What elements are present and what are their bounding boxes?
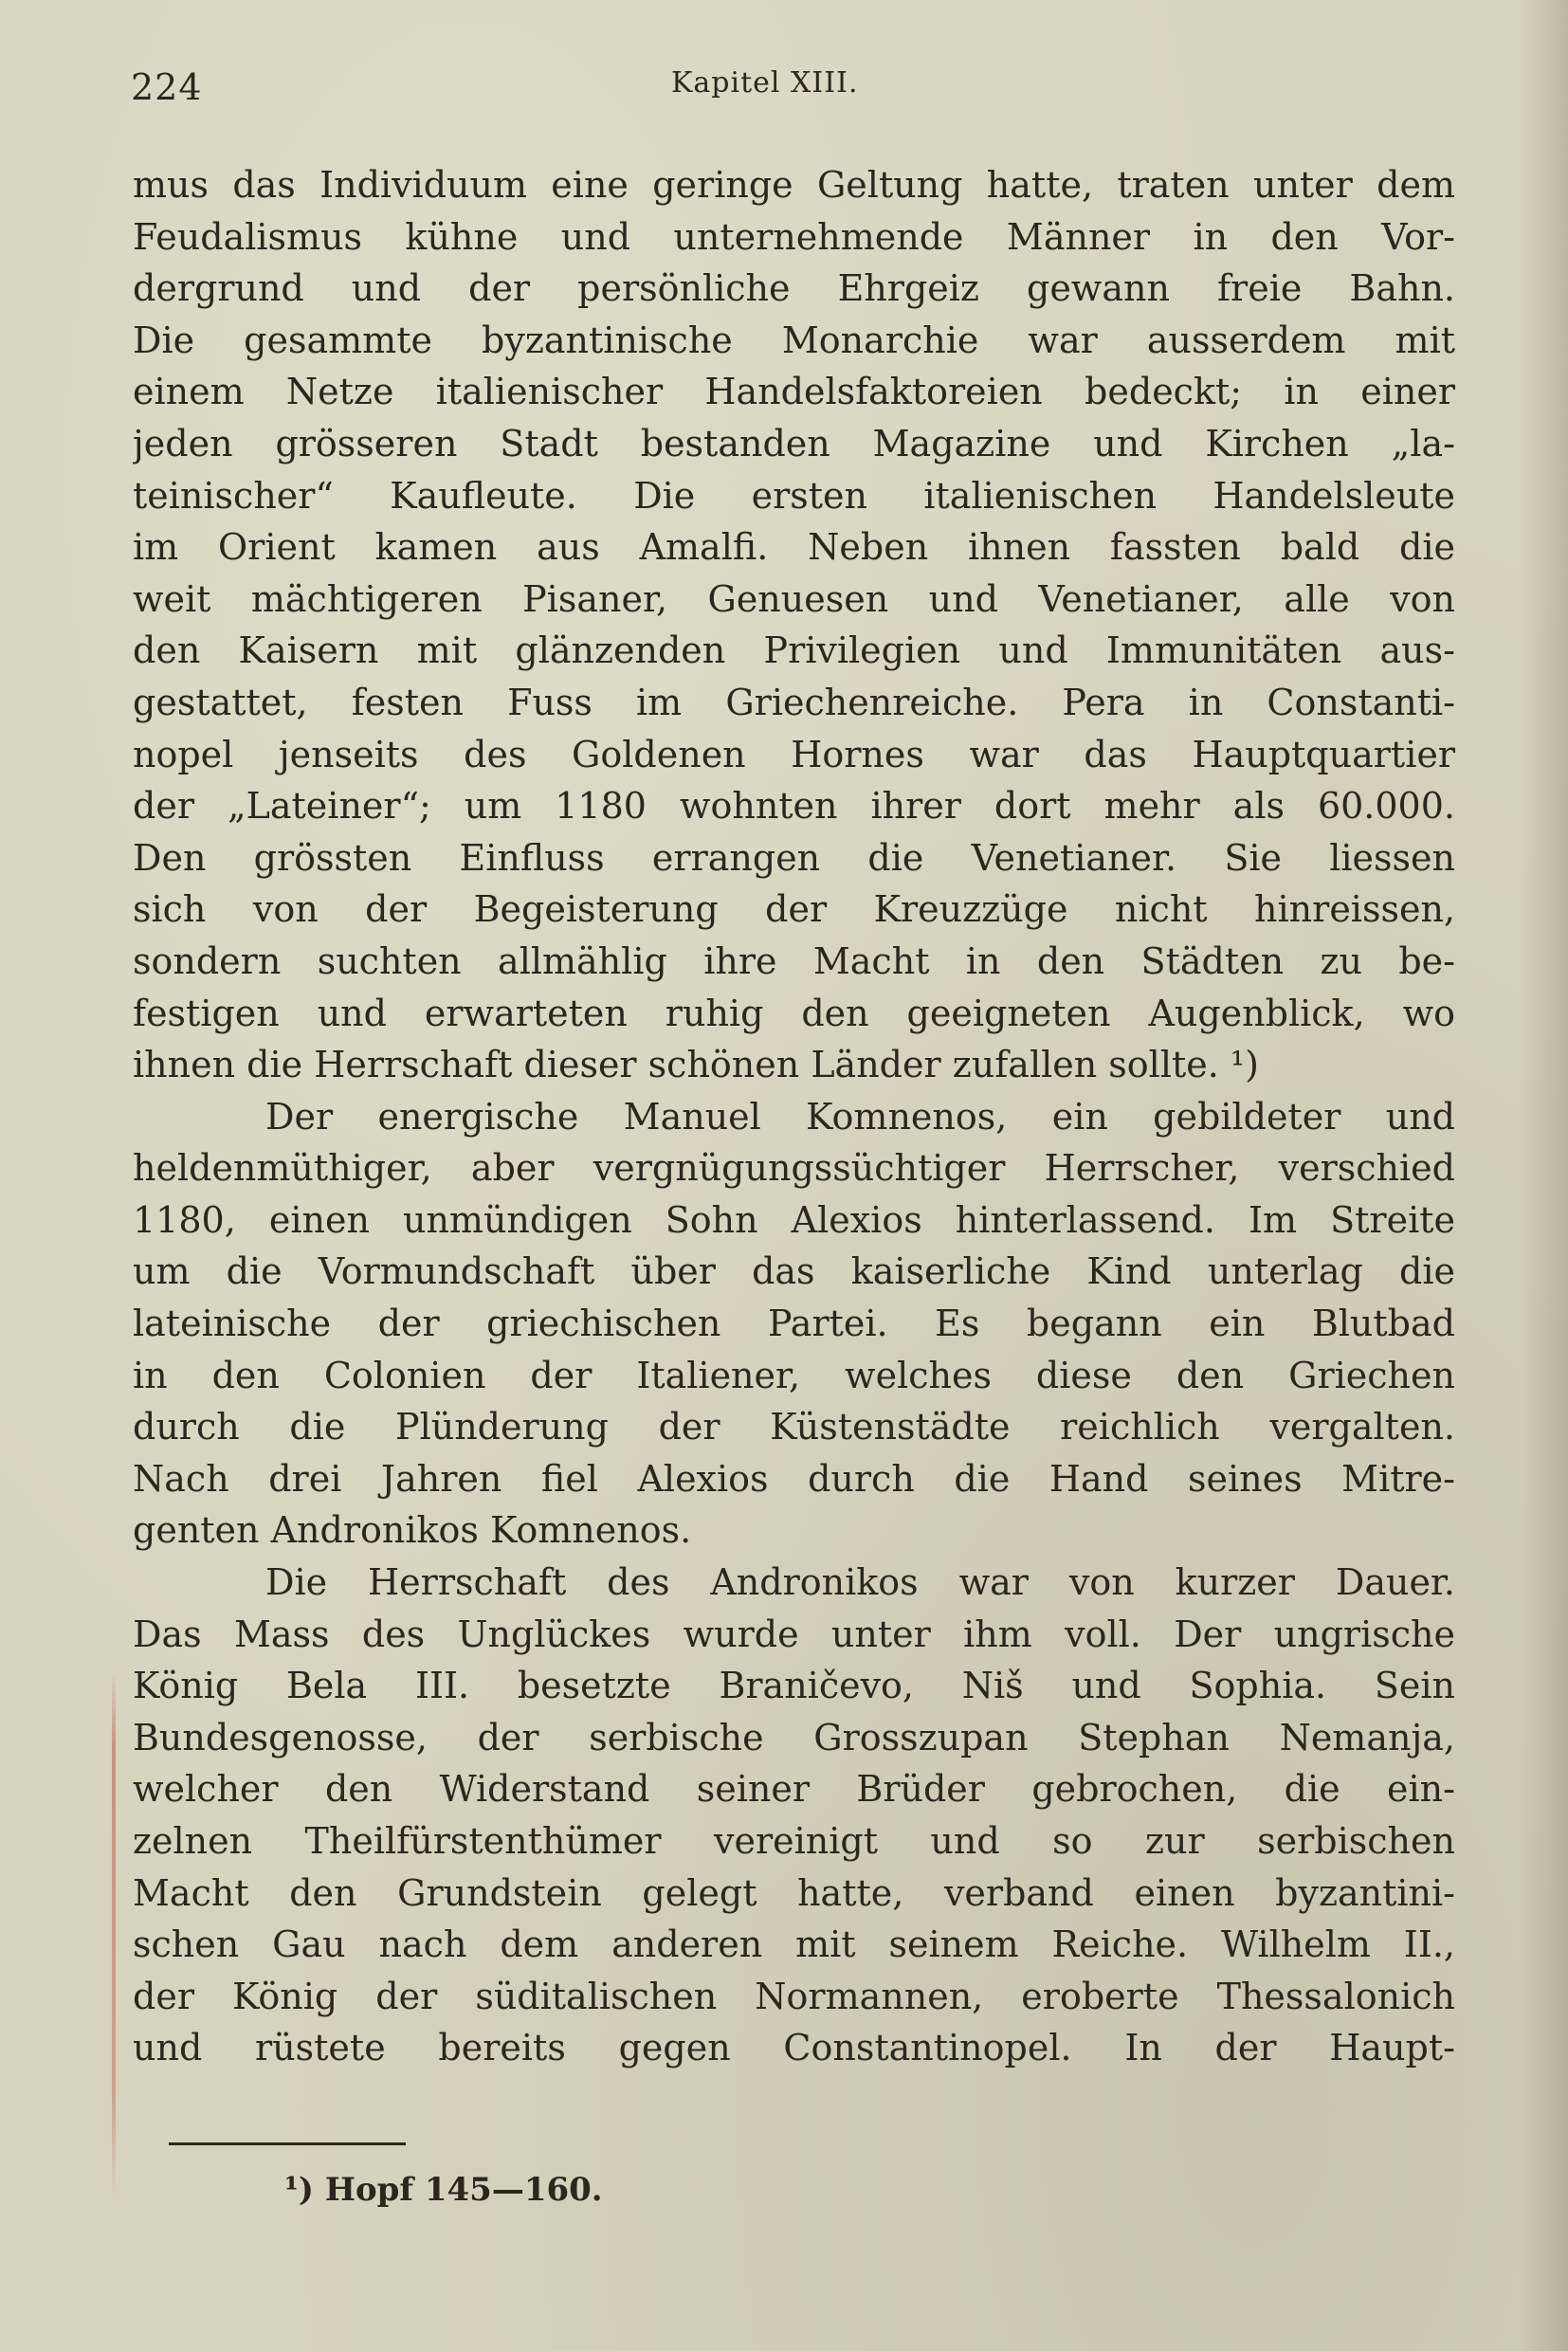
text-line: König Bela III. besetzte Braničevo, Niš und Sophia. Sein (133, 1665, 1455, 1707)
footnote-divider (169, 2142, 406, 2145)
text-line: gestattet, festen Fuss im Griechenreiche. Pera in Constanti- (133, 681, 1455, 723)
margin-pencil-mark (112, 1668, 116, 2199)
text-line: der „Lateiner“; um 1180 wohnten ihrer dort mehr als 60.000. (133, 785, 1455, 828)
text-line: schen Gau nach dem anderen mit seinem Reiche. Wilhelm II., (133, 1923, 1455, 1966)
text-line: Den grössten Einfluss errangen die Venetianer. Sie liessen (133, 836, 1455, 879)
page-number: 224 (131, 66, 203, 108)
text-line: jeden grösseren Stadt bestanden Magazine und Kirchen „la- (133, 422, 1455, 465)
text-line: weit mächtigeren Pisaner, Genuesen und Venetianer, alle von (133, 577, 1455, 620)
text-line: Der energische Manuel Komnenos, ein gebildeter und (265, 1095, 1455, 1138)
body-text (133, 159, 1455, 2074)
text-line: um die Vormundschaft über das kaiserliche Kind unterlag die (133, 1250, 1455, 1293)
text-line: Bundesgenosse, der serbische Grosszupan Stephan Nemanja, (133, 1716, 1455, 1759)
text-line: genten Andronikos Komnenos. (133, 1509, 692, 1552)
text-line: 1180, einen unmündigen Sohn Alexios hinterlassend. Im Streite (133, 1198, 1455, 1241)
text-line: sich von der Begeisterung der Kreuzzüge nicht hinreissen, (133, 888, 1455, 931)
footnote: ¹) Hopf 145—160. (284, 2171, 603, 2209)
text-line: der König der süditalischen Normannen, eroberte Thessalonich (133, 1975, 1455, 2017)
text-line: welcher den Widerstand seiner Brüder gebrochen, die ein- (133, 1768, 1455, 1811)
text-line: Die Herrschaft des Andronikos war von kurzer Dauer. (265, 1561, 1455, 1604)
text-line: sondern suchten allmählig ihre Macht in den Städten zu be- (133, 939, 1455, 982)
text-line: Nach drei Jahren fiel Alexios durch die Hand seines Mitre- (133, 1457, 1455, 1500)
text-line: zelnen Theilfürstenthümer vereinigt und so zur serbischen (133, 1820, 1455, 1862)
text-line: ihnen die Herrschaft dieser schönen Länder zufallen sollte. ¹) (133, 1044, 1259, 1086)
text-line: lateinische der griechischen Partei. Es begann ein Blutbad (133, 1303, 1455, 1345)
text-line: festigen und erwarteten ruhig den geeigneten Augenblick, wo (133, 992, 1455, 1034)
running-title: Kapitel XIII. (671, 66, 859, 100)
page-gutter-shadow (1521, 0, 1568, 2351)
text-line: in den Colonien der Italiener, welches diese den Griechen (133, 1354, 1455, 1396)
text-line: und rüstete bereits gegen Constantinopel. In der Haupt- (133, 2027, 1455, 2069)
text-line: nopel jenseits des Goldenen Hornes war das Hauptquartier (133, 733, 1455, 775)
text-line: durch die Plünderung der Küstenstädte reichlich vergalten. (133, 1406, 1455, 1449)
text-line: Die gesammte byzantinische Monarchie war ausserdem mit (133, 319, 1455, 361)
text-line: im Orient kamen aus Amalfi. Neben ihnen fassten bald die (133, 526, 1455, 569)
text-line: Macht den Grundstein gelegt hatte, verband einen byzantini- (133, 1871, 1455, 1914)
text-line: mus das Individuum eine geringe Geltung hatte, traten unter dem (133, 164, 1455, 206)
text-line: Feudalismus kühne und unternehmende Männer in den Vor- (133, 215, 1455, 258)
text-line: Das Mass des Unglückes wurde unter ihm voll. Der ungrische (133, 1613, 1455, 1655)
text-line: dergrund und der persönliche Ehrgeiz gewann freie Bahn. (133, 267, 1455, 310)
page-header (131, 66, 1458, 123)
text-line: teinischer“ Kaufleute. Die ersten italienischen Handelsleute (133, 474, 1455, 517)
text-line: den Kaisern mit glänzenden Privilegien und Immunitäten aus- (133, 629, 1455, 672)
text-line: heldenmüthiger, aber vergnügungssüchtiger Herrscher, verschied (133, 1147, 1455, 1190)
text-line: einem Netze italienischer Handelsfaktoreien bedeckt; in einer (133, 371, 1455, 413)
